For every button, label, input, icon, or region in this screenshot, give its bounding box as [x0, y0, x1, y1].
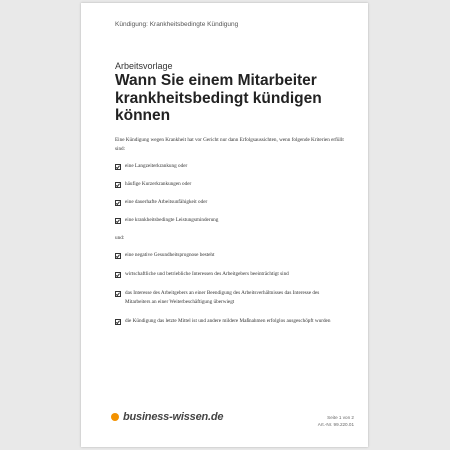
criteria-list	[115, 162, 345, 225]
document-body	[115, 136, 345, 336]
article-number: Art.-Nr. 99.220.01	[317, 422, 354, 427]
list-item: eine negative Gesundheitsprognose besteht	[115, 251, 345, 260]
page-meta	[318, 414, 354, 428]
checkbox-icon	[115, 253, 121, 259]
orange-dot-icon	[111, 413, 119, 421]
checkbox-icon	[115, 291, 121, 297]
list-item: häufige Kurzerkrankungen oder	[115, 180, 345, 189]
list-item: wirtschaftliche und betriebliche Interessen des Arbeitgebers beeinträchtigt sind	[115, 270, 345, 279]
list-item: eine krankheitsbedingte Leistungsminderung	[115, 216, 345, 225]
list-item: eine Langzeiterkrankung oder	[115, 162, 345, 171]
document-title: Wann Sie einem Mitarbeiter krankheitsbedingt kündigen können	[115, 72, 322, 124]
conditions-list	[115, 251, 345, 326]
intro-paragraph: Eine Kündigung wegen Krankheit hat vor Gericht nur dann Erfolgsaussichten, wenn folgende Kriterien erfüllt sind:	[115, 137, 344, 152]
document-page	[81, 3, 368, 447]
page-header: Kündigung: Krankheitsbedingte Kündigung	[115, 21, 239, 28]
and-label: und:	[115, 235, 125, 241]
logo-text: business-wissen.de	[123, 411, 224, 423]
checkbox-icon	[115, 272, 121, 278]
checkbox-icon	[115, 182, 121, 188]
business-wissen-logo	[111, 411, 223, 423]
checkbox-icon	[115, 319, 121, 325]
checkbox-icon	[115, 200, 121, 206]
list-item: das Interesse des Arbeitgebers an einer Beendigung des Arbeitsverhältnisses das Interesse des Mitarbeiters an einer Weiterbeschäftigung überwiegt	[115, 289, 345, 307]
document-kicker: Arbeitsvorlage	[115, 61, 173, 71]
checkbox-icon	[115, 218, 121, 224]
list-item: eine dauerhafte Arbeitsunfähigkeit oder	[115, 198, 345, 207]
checkbox-icon	[115, 164, 121, 170]
page-number: Seite 1 von 2	[327, 415, 354, 420]
list-item: die Kündigung das letzte Mittel ist und andere mildere Maßnahmen erfolglos ausgeschöpft wurden	[115, 317, 345, 326]
